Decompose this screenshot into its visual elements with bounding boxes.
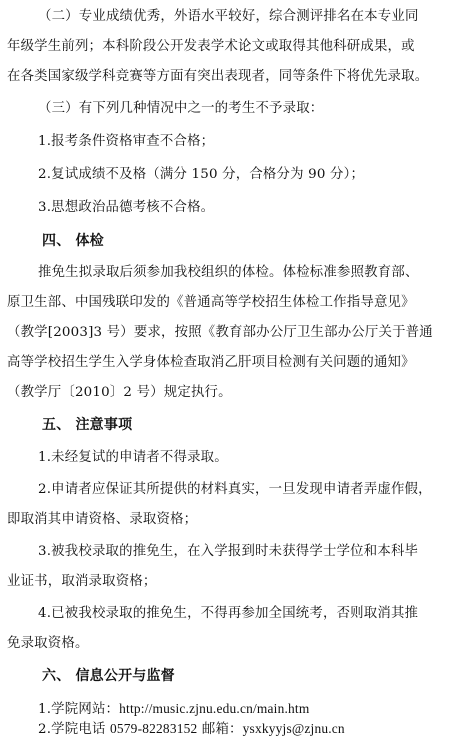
section-5-heading: 五、 注意事项 <box>42 417 133 433</box>
email-address[interactable]: ysxkyyjs@zjnu.cn <box>242 721 345 736</box>
exclusion-item-1: 1.报考条件资格审查不合格； <box>38 134 215 149</box>
section-4-line-1: 推免生拟录取后须参加我校组织的体检。体检标准参照教育部、 <box>38 265 419 280</box>
paragraph-2-line-3: 在各类国家级学科竞赛等方面有突出表现者，同等条件下将优先录取。 <box>7 69 429 84</box>
phone-number: 0579-82283152 <box>110 721 198 736</box>
exclusion-item-3: 3.思想政治品德考核不合格。 <box>38 200 215 215</box>
notice-item-2-line-2: 即取消其申请资格、录取资格； <box>7 512 198 527</box>
notice-item-2-line-1: 2.申请者应保证其所提供的材料真实，一旦发现申请者弄虚作假， <box>38 482 432 497</box>
exclusion-item-2: 2.复试成绩不及格（满分 150 分，合格分为 90 分）； <box>38 167 365 182</box>
website-line <box>0 700 476 719</box>
paragraph-2-line-1: （二）专业成绩优秀，外语水平较好，综合测评排名在本专业同 <box>38 9 419 24</box>
paragraph-2-line-2: 年级学生前列；本科阶段公开发表学术论文或取得其他科研成果，或 <box>7 39 415 54</box>
website-label: 1.学院网站： <box>38 702 120 717</box>
notice-item-1: 1.未经复试的申请者不得录取。 <box>38 450 228 465</box>
section-6-heading: 六、 信息公开与监督 <box>42 668 175 684</box>
notice-item-3-line-1: 3.被我校录取的推免生，在入学报到时未获得学士学位和本科毕 <box>38 544 419 559</box>
phone-label: 2.学院电话 <box>38 722 110 737</box>
section-4-line-2: 原卫生部、中国残联印发的《普通高等学校招生体检工作指导意见》 <box>7 295 415 310</box>
email-label: 邮箱： <box>197 722 243 737</box>
notice-item-4-line-1: 4.已被我校录取的推免生，不得再参加全国统考，否则取消其推 <box>38 606 419 621</box>
notice-item-3-line-2: 业证书，取消录取资格； <box>7 574 157 589</box>
notice-item-4-line-2: 免录取资格。 <box>7 636 89 651</box>
section-4-heading: 四、 体检 <box>42 233 104 249</box>
section-4-line-3: （教学[2003]3 号）要求，按照《教育部办公厅卫生部办公厅关于普通 <box>7 325 433 340</box>
section-4-line-4: 高等学校招生学生入学身体检查取消乙肝项目检测有关问题的通知》 <box>7 355 415 370</box>
paragraph-3-intro: （三）有下列几种情况中之一的考生不予录取： <box>38 101 324 116</box>
website-link[interactable]: http://music.zjnu.edu.cn/main.htm <box>119 701 310 716</box>
contact-line <box>0 720 476 738</box>
section-4-line-5: （教学厅〔2010〕2 号）规定执行。 <box>7 385 232 400</box>
